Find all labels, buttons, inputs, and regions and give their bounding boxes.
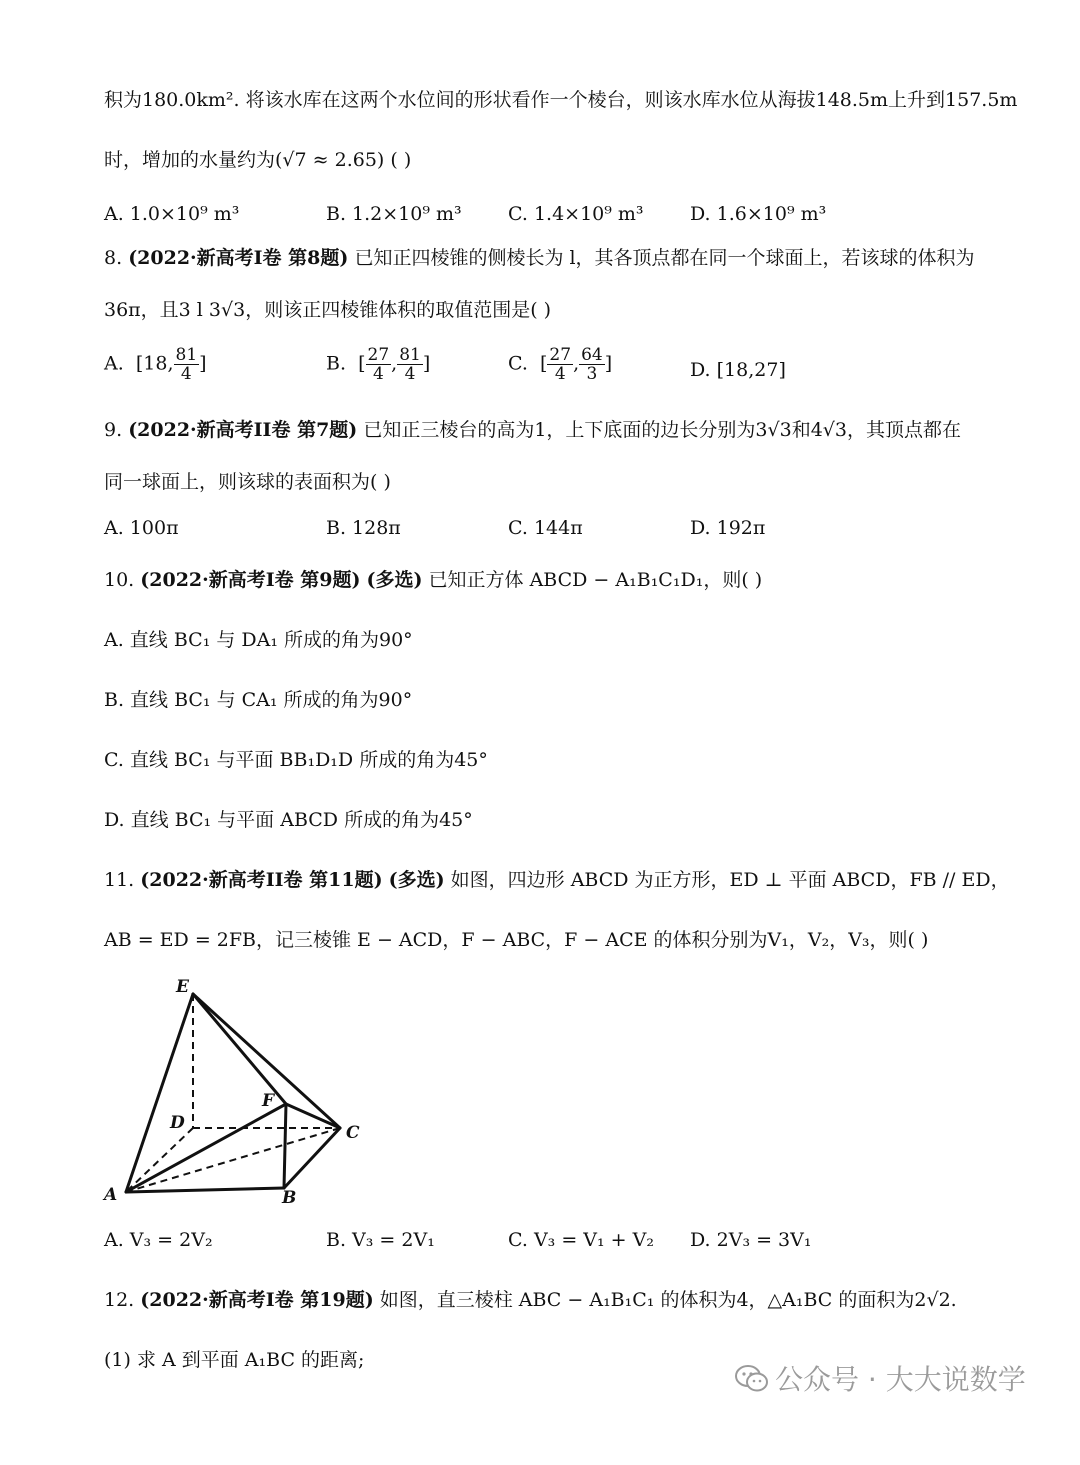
q9-line-2: 同一球面上，则该球的表面积为( ) — [104, 471, 391, 493]
q10-stem: 已知正方体 ABCD − A₁B₁C₁D₁，则( ) — [428, 569, 763, 591]
q10-option-d: D. 直线 BC₁ 与平面 ABCD 所成的角为45° — [104, 809, 473, 831]
q11-line-1 — [104, 866, 1040, 894]
q10-tag: (多选) — [366, 569, 423, 591]
q7-line-1: 积为180.0km². 将该水库在这两个水位间的形状看作一个棱台，则该水库水位从海拔148.5m上升到157.5m — [104, 89, 1018, 111]
q10-option-b: B. 直线 BC₁ 与 CA₁ 所成的角为90° — [104, 689, 413, 711]
q10-option-a: A. 直线 BC₁ 与 DA₁ 所成的角为90° — [104, 629, 413, 651]
q8-number: 8. — [104, 247, 123, 269]
wechat-icon — [735, 1364, 769, 1394]
q11-number: 11. — [104, 869, 135, 891]
q7-option-d: D. 1.6×10⁹ m³ — [690, 203, 827, 225]
q8-a-fraction: $\frac{81}{4}$ — [175, 345, 198, 384]
watermark — [735, 1350, 1055, 1410]
edge-fc — [286, 1104, 340, 1128]
q8-b-fraction-1: $\frac{27}{4}$ — [367, 345, 390, 384]
q7-option-a: A. 1.0×10⁹ m³ — [104, 203, 240, 225]
edge-ac-hidden — [126, 1128, 340, 1192]
q8-source: (2022·新高考I卷 第8题) — [128, 247, 349, 269]
q8-option-c: C. [ $\frac{27}{4}$ , $\frac{64}{3}$ ] — [508, 345, 613, 384]
q11-option-b: B. V₃ = 2V₁ — [326, 1229, 435, 1251]
q8-stem: 已知正四棱锥的侧棱长为 l，其各顶点都在同一个球面上，若该球的体积为 — [354, 247, 975, 269]
label-d: D — [170, 1113, 185, 1133]
q12-number: 12. — [104, 1289, 135, 1311]
q9-option-c: C. 144π — [508, 517, 583, 539]
q11-source: (2022·新高考II卷 第11题) — [140, 869, 383, 891]
q11-geometry-figure — [100, 970, 380, 1205]
q9-number: 9. — [104, 419, 123, 441]
edge-ef — [193, 994, 286, 1104]
label-a: A — [104, 1185, 118, 1205]
q9-option-d: D. 192π — [690, 517, 766, 539]
q11-tag: (多选) — [388, 869, 445, 891]
q8-option-d: D. [18,27] — [690, 359, 786, 381]
q7-line-2: 时，增加的水量约为(√7 ≈ 2.65) ( ) — [104, 149, 412, 171]
q8-line-1 — [104, 244, 1040, 272]
q11-option-c: C. V₃ = V₁ + V₂ — [508, 1229, 654, 1251]
q9-stem: 已知正三棱台的高为1，上下底面的边长分别为3√3和4√3，其顶点都在 — [363, 419, 961, 441]
edge-fb — [284, 1104, 286, 1188]
q10-source: (2022·新高考I卷 第9题) — [140, 569, 361, 591]
q10-number: 10. — [104, 569, 135, 591]
q8-option-a: A. [18, $\frac{81}{4}$ ] — [104, 345, 207, 384]
label-c: C — [346, 1123, 360, 1143]
q9-option-b: B. 128π — [326, 517, 401, 539]
q11-option-a: A. V₃ = 2V₂ — [104, 1229, 213, 1251]
q8-line-2: 36π，且3 l 3√3，则该正四棱锥体积的取值范围是( ) — [104, 299, 552, 321]
q12-subquestion-1: (1) 求 A 到平面 A₁BC 的距离; — [104, 1349, 365, 1371]
q7-option-b: B. 1.2×10⁹ m³ — [326, 203, 462, 225]
q9-source: (2022·新高考II卷 第7题) — [128, 419, 358, 441]
q8-c-fraction-2: $\frac{64}{3}$ — [581, 345, 603, 384]
label-f: F — [262, 1091, 275, 1111]
q8-option-b: B. [ $\frac{27}{4}$ , $\frac{81}{4}$ ] — [326, 345, 431, 384]
q8-b-fraction-2: $\frac{81}{4}$ — [399, 345, 421, 384]
q11-option-d: D. 2V₃ = 3V₁ — [690, 1229, 812, 1251]
q10-option-c: C. 直线 BC₁ 与平面 BB₁D₁D 所成的角为45° — [104, 749, 488, 771]
q7-option-c: C. 1.4×10⁹ m³ — [508, 203, 644, 225]
watermark-text: 公众号 · 大大说数学 — [775, 1363, 1026, 1396]
q9-option-a: A. 100π — [104, 517, 179, 539]
q9-line-1 — [104, 416, 1040, 444]
q12-stem: 如图，直三棱柱 ABC − A₁B₁C₁ 的体积为4，△A₁BC 的面积为2√2. — [379, 1289, 957, 1311]
q8-c-fraction-1: $\frac{27}{4}$ — [549, 345, 572, 384]
edge-ab — [126, 1188, 284, 1192]
q10-line-1 — [104, 566, 1040, 594]
label-b: B — [282, 1188, 297, 1205]
q12-source: (2022·新高考I卷 第19题) — [140, 1289, 374, 1311]
label-e: E — [176, 977, 189, 997]
q11-stem: 如图，四边形 ABCD 为正方形，ED ⊥ 平面 ABCD，FB // ED， — [450, 869, 1010, 891]
q12-line-1 — [104, 1286, 1040, 1314]
q11-line-2: AB = ED = 2FB，记三棱锥 E − ACD，F − ABC，F − ACE 的体积分别为V₁，V₂，V₃，则( ) — [104, 929, 929, 951]
